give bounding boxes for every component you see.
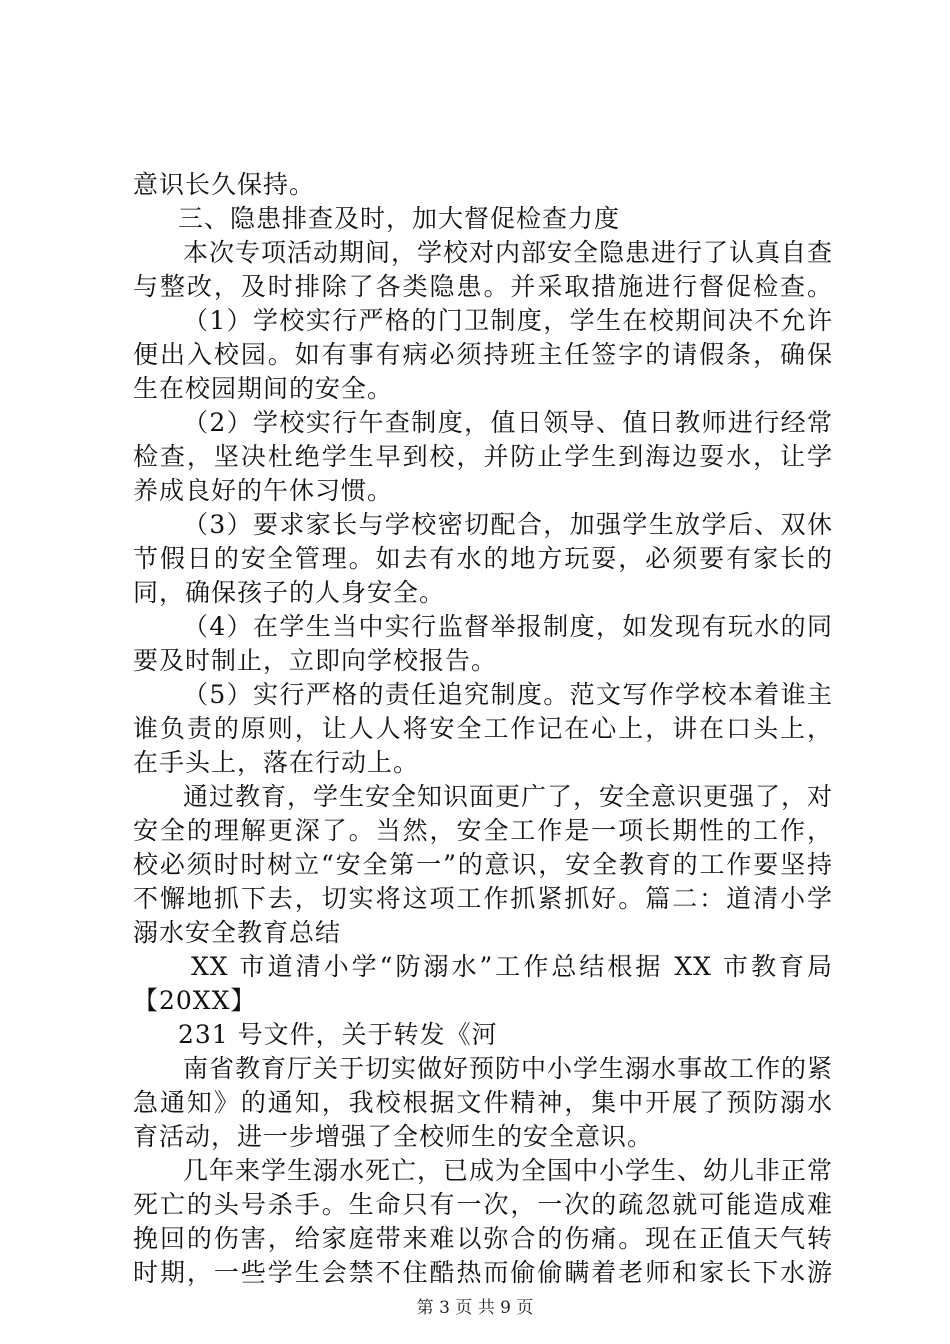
paragraph-line: 同，确保孩子的人身安全。: [133, 578, 446, 607]
paragraph-line: 谁负责的原则，让人人将安全工作记在心上，讲在口头上，: [133, 714, 833, 743]
paragraph-line: 与整改，及时排除了各类隐患。并采取措施进行督促检查。: [133, 272, 833, 301]
paragraph-line: 要及时制止，立即向学校报告。: [133, 646, 498, 675]
document-body: [133, 168, 833, 1290]
page-number-footer: 第 3 页 共 9 页: [416, 1298, 534, 1318]
paragraph-line: 时期，一些学生会禁不住酷热而偷偷瞒着老师和家长下水游: [133, 1258, 833, 1287]
paragraph-line: 挽回的伤害，给家庭带来难以弥合的伤痛。现在正值天气转: [133, 1224, 833, 1253]
paragraph-line: 死亡的头号杀手。生命只有一次，一次的疏忽就可能造成难: [133, 1190, 833, 1219]
paragraph-line: 本次专项活动期间，学校对内部安全隐患进行了认真自查: [183, 238, 833, 267]
paragraph-line: 便出入校园。如有事有病必须持班主任签字的请假条，确保: [133, 340, 833, 369]
paragraph-line: 生在校园期间的安全。: [133, 374, 394, 403]
paragraph-line: 育活动，进一步增强了全校师生的安全意识。: [133, 1122, 654, 1151]
paragraph-line: 节假日的安全管理。如去有水的地方玩耍，必须要有家长的: [133, 544, 833, 573]
paragraph-line: （4）在学生当中实行监督举报制度，如发现有玩水的同: [183, 612, 833, 641]
paragraph-line: （5）实行严格的责任追究制度。范文写作学校本着谁主: [183, 680, 833, 709]
paragraph-line: （3）要求家长与学校密切配合，加强学生放学后、双休: [183, 510, 833, 539]
paragraph-line: 安全的理解更深了。当然，安全工作是一项长期性的工作，: [133, 816, 833, 845]
paragraph-line: 意识长久保持。: [133, 170, 316, 199]
paragraph-line: 通过教育，学生安全知识面更广了，安全意识更强了，对: [183, 782, 833, 811]
paragraph-line: 检查，坚决杜绝学生早到校，并防止学生到海边耍水，让学: [133, 442, 833, 471]
paragraph-line: 养成良好的午休习惯。: [133, 476, 394, 505]
paragraph-line: 不懈地抓下去，切实将这项工作抓紧抓好。篇二：道清小学: [133, 884, 833, 913]
paragraph-line: 几年来学生溺水死亡，已成为全国中小学生、幼儿非正常: [183, 1156, 833, 1185]
paragraph-line: 在手头上，落在行动上。: [133, 748, 420, 777]
paragraph-line: 校必须时时树立“安全第一”的意识，安全教育的工作要坚持: [133, 850, 833, 879]
paragraph-line: （1）学校实行严格的门卫制度，学生在校期间决不允许: [183, 306, 833, 335]
section-heading: 三、隐患排查及时，加大督促检查力度: [178, 204, 621, 233]
paragraph-line: 溺水安全教育总结: [133, 918, 342, 947]
paragraph-line: XX 市道清小学“防溺水”工作总结根据 XX 市教育局: [191, 952, 833, 981]
paragraph-line: （2）学校实行午查制度，值日领导、值日教师进行经常: [183, 408, 833, 437]
paragraph-line: 急通知》的通知，我校根据文件精神，集中开展了预防溺水: [133, 1088, 833, 1117]
paragraph-line: 南省教育厅关于切实做好预防中小学生溺水事故工作的紧: [183, 1054, 833, 1083]
paragraph-line: 【20XX】: [133, 986, 257, 1015]
paragraph-line: 231 号文件，关于转发《河: [178, 1020, 498, 1049]
